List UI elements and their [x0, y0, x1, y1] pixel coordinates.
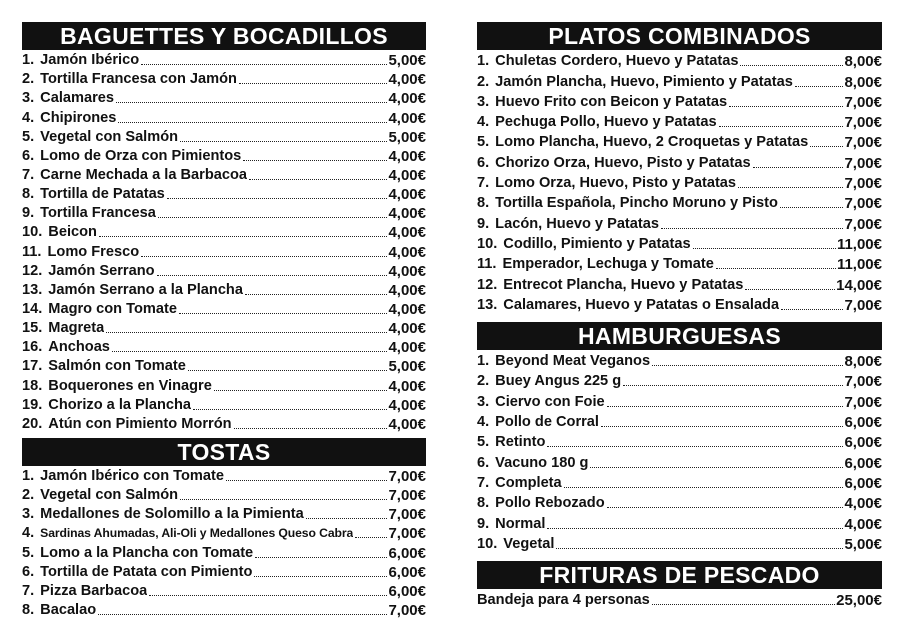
section-header-tostas: TOSTAS — [22, 438, 426, 466]
menu-item-price: 7,00€ — [844, 195, 882, 213]
menu-item — [22, 69, 426, 88]
dotted-leader — [149, 595, 387, 596]
menu-item — [22, 222, 426, 241]
menu-item — [477, 472, 882, 492]
menu-item-price: 11,00€ — [836, 235, 882, 253]
menu-item-number: 2. — [477, 73, 490, 90]
menu-item-number: 3. — [477, 393, 490, 410]
menu-item — [22, 318, 426, 337]
menu-item — [22, 356, 426, 375]
menu-item-price: 8,00€ — [844, 353, 882, 371]
menu-item — [477, 91, 882, 111]
menu-item-name: Chorizo a la Plancha — [48, 396, 192, 413]
menu-item — [22, 165, 426, 184]
menu-item-name: Calamares, Huevo y Patatas o Ensalada — [503, 296, 780, 313]
menu-item-price: 8,00€ — [844, 53, 882, 71]
dotted-leader — [652, 604, 835, 605]
menu-item — [22, 88, 426, 107]
menu-item — [22, 337, 426, 356]
menu-item-price: 7,00€ — [844, 393, 882, 411]
menu-item-name: Pizza Barbacoa — [40, 582, 148, 599]
menu-item-price: 7,00€ — [388, 487, 426, 505]
menu-item — [22, 50, 426, 69]
menu-item-name: Codillo, Pimiento y Patatas — [503, 235, 691, 252]
menu-item-price: 4,00€ — [388, 90, 426, 108]
dotted-leader — [740, 65, 843, 66]
menu-item-name: Buey Angus 225 g — [495, 373, 622, 390]
menu-item — [22, 261, 426, 280]
menu-item-number: 1. — [22, 467, 35, 484]
menu-item-number: 11. — [22, 243, 42, 260]
menu-item-price: 4,00€ — [388, 243, 426, 261]
menu-item-number: 20. — [22, 415, 43, 432]
menu-item-number: 5. — [477, 434, 490, 451]
menu-list-frituras — [477, 589, 882, 609]
menu-item-name: Boquerones en Vinagre — [48, 377, 212, 394]
dotted-leader — [547, 446, 843, 447]
menu-item — [22, 146, 426, 165]
menu-item-price: 4,00€ — [388, 224, 426, 242]
menu-item-price: 7,00€ — [388, 467, 426, 485]
menu-item — [477, 589, 882, 609]
menu-item-name: Tortilla de Patata con Pimiento — [40, 563, 253, 580]
dotted-leader — [243, 160, 387, 161]
menu-item-name: Beyond Meat Veganos — [495, 353, 651, 370]
menu-item-name: Tortilla Española, Pincho Moruno y Pisto — [495, 195, 778, 212]
menu-item-name: Sardinas Ahumadas, Ali-Oli y Medallones Queso Cabra — [40, 526, 354, 541]
menu-item-number: 8. — [477, 495, 490, 512]
menu-item-name: Magreta — [48, 320, 105, 337]
menu-item — [477, 431, 882, 451]
section-header-frituras: FRITURAS DE PESCADO — [477, 561, 882, 589]
menu-item-name: Tortilla de Patatas — [40, 186, 165, 203]
menu-item-price: 7,00€ — [844, 114, 882, 132]
menu-item-number: 11. — [477, 256, 497, 273]
menu-item-name: Retinto — [495, 434, 546, 451]
right-column — [477, 22, 882, 609]
dotted-leader — [116, 102, 387, 103]
dotted-leader — [180, 499, 387, 500]
menu-item-price: 5,00€ — [844, 535, 882, 553]
menu-item — [22, 395, 426, 414]
dotted-leader — [193, 409, 387, 410]
menu-item — [477, 233, 882, 253]
menu-item-name: Calamares — [40, 90, 115, 107]
menu-item-name: Carne Mechada a la Barbacoa — [40, 166, 248, 183]
menu-item-number: 5. — [477, 134, 490, 151]
menu-item-price: 4,00€ — [388, 339, 426, 357]
menu-item-name: Vacuno 180 g — [495, 454, 589, 471]
dotted-leader — [214, 390, 388, 391]
dotted-leader — [661, 228, 843, 229]
menu-item — [477, 294, 882, 314]
menu-item-price: 4,00€ — [388, 262, 426, 280]
menu-item — [22, 600, 426, 619]
dotted-leader — [780, 207, 844, 208]
menu-item — [22, 485, 426, 504]
menu-item — [22, 504, 426, 523]
menu-item-name: Lacón, Huevo y Patatas — [495, 215, 660, 232]
menu-item-number: 1. — [22, 52, 35, 69]
menu-item-name: Chipirones — [40, 109, 117, 126]
menu-item-name: Jamón Serrano — [48, 262, 155, 279]
menu-item-name: Jamón Serrano a la Plancha — [48, 281, 243, 298]
menu-item — [477, 451, 882, 471]
section-header-platos-combinados: PLATOS COMBINADOS — [477, 22, 882, 50]
menu-item-name: Medallones de Solomillo a la Pimienta — [40, 506, 304, 523]
menu-item-name: Lomo Fresco — [47, 243, 140, 260]
dotted-leader — [188, 370, 388, 371]
menu-item-number: 7. — [22, 582, 35, 599]
dotted-leader — [716, 268, 836, 269]
menu-item-price: 4,00€ — [388, 147, 426, 165]
menu-item-name: Ciervo con Foie — [495, 393, 605, 410]
menu-item-number: 4. — [22, 525, 35, 542]
menu-item-name: Bandeja para 4 personas — [477, 592, 650, 609]
menu-item-number: 6. — [477, 154, 490, 171]
menu-item-name: Vegetal — [503, 535, 555, 552]
menu-item — [477, 151, 882, 171]
menu-list-baguettes — [22, 50, 426, 433]
menu-item-price: 7,00€ — [844, 134, 882, 152]
menu-item-number: 5. — [22, 544, 35, 561]
menu-item-name: Beicon — [48, 224, 97, 241]
dotted-leader — [141, 64, 387, 65]
dotted-leader — [590, 467, 843, 468]
menu-item-price: 7,00€ — [844, 154, 882, 172]
menu-item-name: Atún con Pimiento Morrón — [48, 415, 232, 432]
menu-item-name: Emperador, Lechuga y Tomate — [502, 256, 714, 273]
menu-item-name: Lomo Plancha, Huevo, 2 Croquetas y Patatas — [495, 134, 809, 151]
menu-item-number: 4. — [477, 114, 490, 131]
menu-item-price: 4,00€ — [388, 166, 426, 184]
menu-item-number: 9. — [477, 515, 490, 532]
menu-item-name: Completa — [495, 474, 562, 491]
dotted-leader — [239, 83, 387, 84]
dotted-leader — [745, 289, 835, 290]
menu-item-name: Lomo de Orza con Pimientos — [40, 147, 242, 164]
menu-item-number: 1. — [477, 353, 490, 370]
menu-item-price: 4,00€ — [388, 281, 426, 299]
dotted-leader — [738, 187, 843, 188]
dotted-leader — [564, 487, 844, 488]
menu-item-number: 14. — [22, 300, 43, 317]
menu-item-price: 4,00€ — [844, 515, 882, 533]
dotted-leader — [118, 122, 387, 123]
menu-item-number: 13. — [477, 296, 498, 313]
section-header-baguettes: BAGUETTES Y BOCADILLOS — [22, 22, 426, 50]
dotted-leader — [245, 294, 387, 295]
menu-item — [22, 542, 426, 561]
menu-item-price: 5,00€ — [388, 128, 426, 146]
menu-item-number: 6. — [22, 563, 35, 580]
dotted-leader — [255, 557, 387, 558]
menu-list-platos-combinados — [477, 50, 882, 314]
section-header-hamburguesas: HAMBURGUESAS — [477, 322, 882, 350]
menu-item — [477, 212, 882, 232]
menu-item-number: 16. — [22, 339, 43, 356]
menu-item-name: Pechuga Pollo, Huevo y Patatas — [495, 114, 717, 131]
menu-item-name: Vegetal con Salmón — [40, 128, 179, 145]
menu-item-price: 4,00€ — [844, 495, 882, 513]
menu-item — [477, 390, 882, 410]
menu-item — [477, 172, 882, 192]
menu-item-number: 10. — [22, 224, 43, 241]
menu-item-number: 3. — [22, 90, 35, 107]
dotted-leader — [607, 507, 844, 508]
menu-item-price: 4,00€ — [388, 71, 426, 89]
left-column — [22, 22, 426, 619]
dotted-leader — [226, 480, 387, 481]
dotted-leader — [106, 332, 387, 333]
menu-item-price: 6,00€ — [844, 434, 882, 452]
menu-item-name: Anchoas — [48, 339, 110, 356]
dotted-leader — [693, 248, 836, 249]
menu-item-price: 5,00€ — [388, 52, 426, 70]
menu-item-price: 8,00€ — [844, 73, 882, 91]
dotted-leader — [556, 548, 843, 549]
menu-item-number: 18. — [22, 377, 43, 394]
menu-item — [22, 280, 426, 299]
menu-item — [22, 414, 426, 433]
menu-item-price: 6,00€ — [844, 414, 882, 432]
menu-item-number: 1. — [477, 53, 490, 70]
menu-item — [22, 241, 426, 260]
menu-item-price: 7,00€ — [844, 296, 882, 314]
menu-item — [477, 370, 882, 390]
menu-item-number: 6. — [22, 147, 35, 164]
menu-item-number: 10. — [477, 235, 498, 252]
menu-item-price: 14,00€ — [836, 276, 882, 294]
menu-item-price: 4,00€ — [388, 205, 426, 223]
menu-item — [477, 512, 882, 532]
menu-item-number: 5. — [22, 128, 35, 145]
menu-item-number: 7. — [477, 175, 490, 192]
menu-item-number: 10. — [477, 535, 498, 552]
menu-item-number: 6. — [477, 454, 490, 471]
menu-item — [477, 50, 882, 70]
menu-item-price: 4,00€ — [388, 109, 426, 127]
menu-item-price: 4,00€ — [388, 415, 426, 433]
menu-item-price: 11,00€ — [836, 256, 882, 274]
dotted-leader — [601, 426, 843, 427]
dotted-leader — [781, 309, 843, 310]
menu-item-price: 4,00€ — [388, 320, 426, 338]
menu-item — [477, 492, 882, 512]
menu-item — [477, 273, 882, 293]
dotted-leader — [753, 167, 844, 168]
menu-item-number: 19. — [22, 396, 43, 413]
dotted-leader — [607, 406, 844, 407]
menu-item-name: Entrecot Plancha, Huevo y Patatas — [503, 276, 744, 293]
menu-item-number: 4. — [477, 414, 490, 431]
dotted-leader — [158, 217, 388, 218]
menu-item-number: 3. — [477, 93, 490, 110]
menu-item — [22, 375, 426, 394]
dotted-leader — [795, 86, 844, 87]
menu-item-price: 7,00€ — [388, 601, 426, 619]
dotted-leader — [234, 428, 388, 429]
menu-item — [22, 127, 426, 146]
menu-item-name: Chorizo Orza, Huevo, Pisto y Patatas — [495, 154, 751, 171]
dotted-leader — [547, 528, 843, 529]
menu-item-name: Huevo Frito con Beicon y Patatas — [495, 93, 728, 110]
menu-item-name: Tortilla Francesa — [40, 205, 156, 222]
menu-item-price: 6,00€ — [388, 563, 426, 581]
dotted-leader — [623, 385, 843, 386]
menu-item-name: Bacalao — [40, 601, 97, 618]
menu-item — [22, 203, 426, 222]
menu-item-number: 2. — [477, 373, 490, 390]
menu-item-price: 7,00€ — [844, 93, 882, 111]
menu-item — [22, 299, 426, 318]
menu-item-name: Magro con Tomate — [48, 300, 177, 317]
dotted-leader — [112, 351, 388, 352]
menu-item-number: 8. — [477, 195, 490, 212]
dotted-leader — [141, 256, 387, 257]
menu-item-price: 7,00€ — [388, 506, 426, 524]
menu-item-price: 4,00€ — [388, 396, 426, 414]
menu-item — [22, 581, 426, 600]
menu-item-price: 4,00€ — [388, 377, 426, 395]
menu-item-number: 2. — [22, 487, 35, 504]
menu-item-name: Chuletas Cordero, Huevo y Patatas — [495, 53, 739, 70]
menu-item-number: 8. — [22, 601, 35, 618]
menu-item-name: Jamón Ibérico — [40, 52, 140, 69]
menu-item-price: 7,00€ — [388, 525, 426, 543]
menu-item — [22, 107, 426, 126]
menu-item-name: Pollo de Corral — [495, 414, 599, 431]
menu-item-number: 8. — [22, 186, 35, 203]
menu-item-name: Jamón Plancha, Huevo, Pimiento y Patatas — [495, 73, 793, 90]
menu-item-price: 6,00€ — [844, 454, 882, 472]
menu-item — [477, 111, 882, 131]
menu-item — [477, 192, 882, 212]
menu-item-number: 3. — [22, 506, 35, 523]
menu-list-tostas — [22, 466, 426, 619]
menu-item-number: 15. — [22, 320, 43, 337]
dotted-leader — [98, 614, 387, 615]
dotted-leader — [719, 126, 844, 127]
menu-item — [22, 184, 426, 203]
dotted-leader — [729, 106, 843, 107]
menu-item-number: 12. — [22, 262, 43, 279]
menu-item — [22, 562, 426, 581]
menu-item — [22, 466, 426, 485]
menu-item-name: Salmón con Tomate — [48, 358, 186, 375]
dotted-leader — [810, 146, 843, 147]
menu-list-hamburguesas — [477, 350, 882, 553]
menu-item-number: 2. — [22, 71, 35, 88]
menu-item — [477, 131, 882, 151]
menu-item-price: 4,00€ — [388, 300, 426, 318]
menu-item-name: Lomo a la Plancha con Tomate — [40, 544, 254, 561]
dotted-leader — [99, 236, 388, 237]
menu-item-number: 4. — [22, 109, 35, 126]
menu-item-price: 7,00€ — [844, 373, 882, 391]
menu-item — [477, 70, 882, 90]
menu-item-name: Vegetal con Salmón — [40, 487, 179, 504]
menu-item-price: 7,00€ — [844, 215, 882, 233]
menu-item — [22, 523, 426, 542]
menu-item-price: 6,00€ — [388, 544, 426, 562]
menu-item — [477, 253, 882, 273]
dotted-leader — [157, 275, 388, 276]
dotted-leader — [254, 576, 387, 577]
menu-item-name: Pollo Rebozado — [495, 495, 605, 512]
dotted-leader — [249, 179, 387, 180]
menu-item-price: 25,00€ — [836, 592, 882, 610]
menu-item-price: 4,00€ — [388, 186, 426, 204]
menu-item-price: 5,00€ — [388, 358, 426, 376]
menu-item-number: 12. — [477, 276, 498, 293]
menu-item-number: 7. — [477, 474, 490, 491]
menu-item — [477, 411, 882, 431]
menu-item-number: 17. — [22, 358, 43, 375]
menu-item-number: 9. — [477, 215, 490, 232]
menu-item-number: 13. — [22, 281, 43, 298]
menu-item-price: 6,00€ — [388, 582, 426, 600]
menu-item — [477, 350, 882, 370]
menu-item-price: 7,00€ — [844, 175, 882, 193]
menu-item-number: 9. — [22, 205, 35, 222]
menu-item-number: 7. — [22, 166, 35, 183]
dotted-leader — [180, 141, 387, 142]
menu-item-name: Lomo Orza, Huevo, Pisto y Patatas — [495, 175, 737, 192]
dotted-leader — [306, 518, 388, 519]
menu-item-name: Tortilla Francesa con Jamón — [40, 71, 237, 88]
dotted-leader — [167, 198, 388, 199]
menu-item-name: Jamón Ibérico con Tomate — [40, 467, 224, 484]
menu-item-name: Normal — [495, 515, 546, 532]
dotted-leader — [355, 537, 387, 538]
menu-item — [477, 533, 882, 553]
dotted-leader — [652, 365, 843, 366]
dotted-leader — [179, 313, 388, 314]
menu-item-price: 6,00€ — [844, 474, 882, 492]
